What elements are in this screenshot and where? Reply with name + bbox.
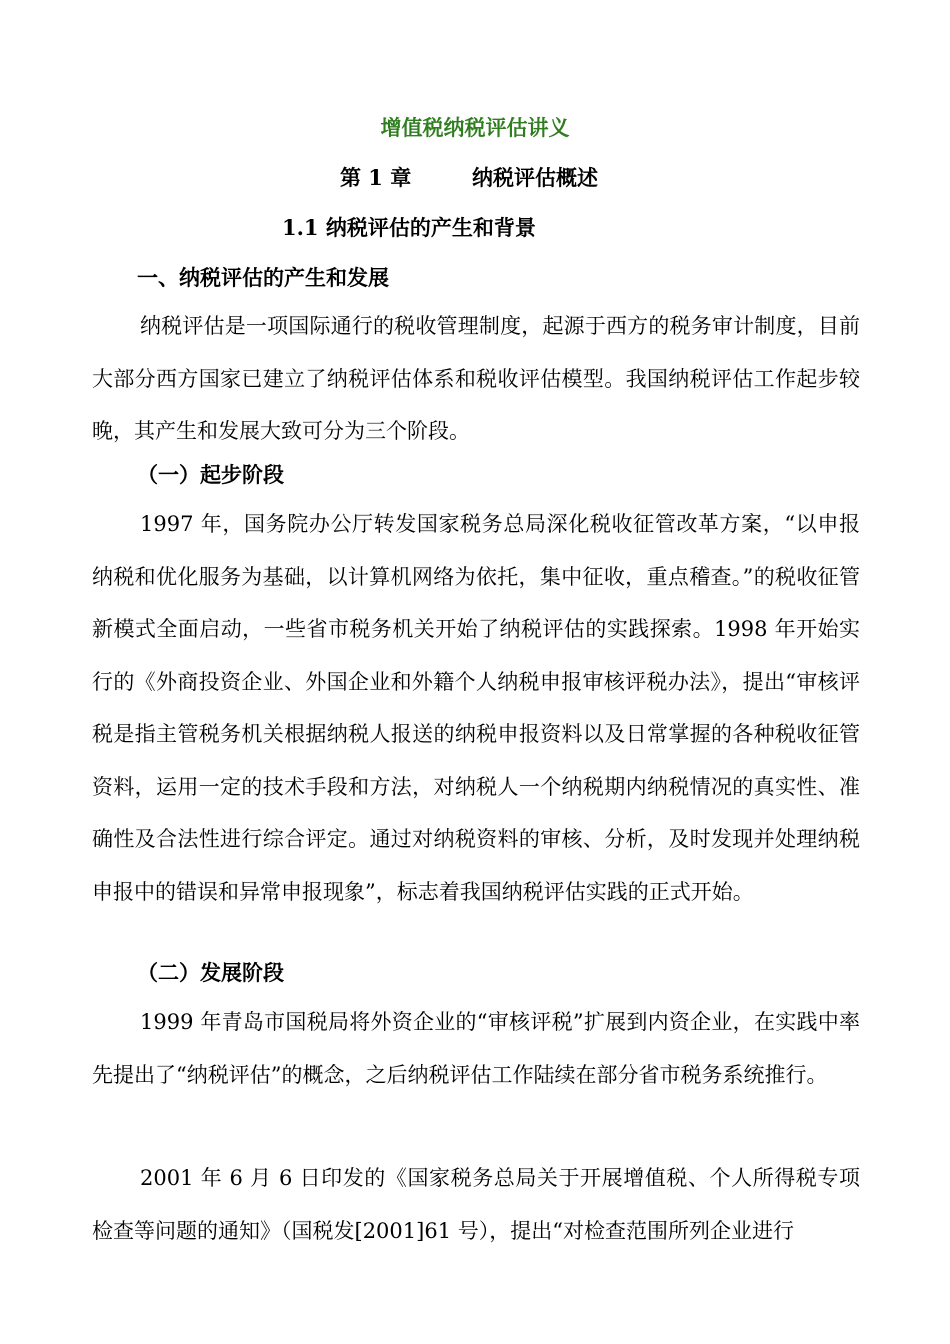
- heading-stage-1: （一）起步阶段: [137, 462, 284, 487]
- stage-2-paragraph-2: 2001 年 6 月 6 日印发的《国家税务总局关于开展增值税、个人所得税专项检查等问题的通知》（国税发[2001]61 号），提出“对检查范围所列企业进行: [92, 1166, 860, 1243]
- heading-stage-2: （二）发展阶段: [137, 960, 284, 985]
- stage-2-paragraph-1: 1999 年青岛市国税局将外资企业的“审核评税”扩展到内资企业，在实践中率先提出了“纳税评估”的概念，之后纳税评估工作陆续在部分省市税务系统推行。: [92, 1010, 860, 1087]
- heading-origin-development: 一、纳税评估的产生和发展: [137, 265, 389, 290]
- chapter-number: 第 1 章: [340, 165, 412, 190]
- chapter-name: 纳税评估概述: [472, 165, 598, 190]
- document-title: 增值税纳税评估讲义: [380, 115, 570, 140]
- chapter-heading: [340, 160, 598, 196]
- intro-paragraph: 纳税评估是一项国际通行的税收管理制度，起源于西方的税务审计制度，目前大部分西方国家已建立了纳税评估体系和税收评估模型。我国纳税评估工作起步较晚，其产生和发展大致可分为三个阶段。: [92, 314, 860, 443]
- section-title: 1.1 纳税评估的产生和背景: [282, 215, 536, 240]
- stage-1-paragraph: 1997 年，国务院办公厅转发国家税务总局深化税收征管改革方案，“以申报纳税和优化服务为基础，以计算机网络为依托，集中征收，重点稽查。”的税收征管新模式全面启动，一些省市税务机关开始了纳税评估的实践探索。1998 年开始实行的《外商投资企业、外国企业和外籍个人纳税申报审核评税办法》，提出“审核评税是指主管税务机关根据纳税人报送的纳税申报资料以及日常掌握的各种税收征管资料，运用一定的技术手段和方法，对纳税人一个纳税期内纳税情况的真实性、准确性及合法性进行综合评定。通过对纳税资料的审核、分析，及时发现并处理纳税申报中的错误和异常申报现象”，标志着我国纳税评估实践的正式开始。: [92, 512, 860, 904]
